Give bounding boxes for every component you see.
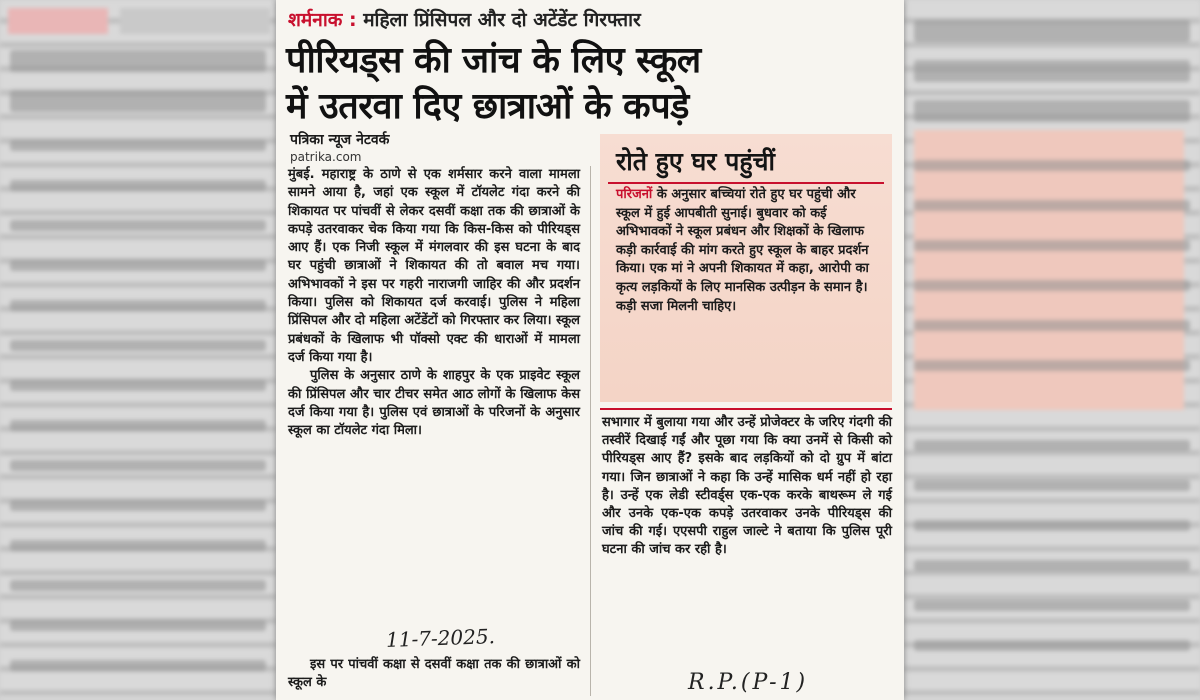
site-url: patrika.com xyxy=(290,150,362,164)
newspaper-clipping xyxy=(276,0,904,700)
sidebar-story-title: रोते हुए घर पहुंचीं xyxy=(616,147,775,176)
headline-line-1: पीरियड्स की जांच के लिए स्कूल xyxy=(286,40,701,81)
kicker-label: शर्मनाक : xyxy=(288,9,357,31)
byline: पत्रिका न्यूज नेटवर्क xyxy=(290,132,390,148)
section-separator xyxy=(600,408,892,410)
kicker-line xyxy=(288,6,892,36)
handwritten-reference: R.P.(P-1) xyxy=(688,670,809,695)
blurred-left-background xyxy=(0,0,276,700)
sidebar-title-rule xyxy=(608,182,884,184)
main-story-para1-text: महाराष्ट्र के ठाणे से एक शर्मसार करने वाला मामला सामने आया है, जहां एक स्कूल में टॉयलेट गंदा करने की शिकायत पर पांचवीं से लेकर दसवीं कक्षा तक की छात्राओं के कपड़े उतरवाकर चेक किया गया कि किस-किस को पीरियड्स आए हैं। एक निजी स्कूल में मंगलवार की इस घटना के बाद घर पहुंची छात्राओं ने शिकायत की तो बवाल मच गया। अभिभावकों ने इस पर गहरी नाराजगी जाहिर की और प्रदर्शन किया। पुलिस को शिकायत दर्ज करवाई। पुलिस ने महिला प्रिंसिपल और दो महिला अटेंडेंटों को गिरफ्तार कर लिया। स्कूल प्रबंधकों के खिलाफ भी पॉक्सो एक्ट की धाराओं में मामला दर्ज किया गया है। xyxy=(288,167,580,365)
column-divider xyxy=(590,166,591,696)
blurred-right-background xyxy=(904,0,1200,700)
main-story-column xyxy=(288,166,580,440)
handwritten-date: 11-7-2025. xyxy=(385,624,496,652)
sidebar-story-body: के अनुसार बच्चियां रोते हुए घर पहुंची और स्कूल में हुई आपबीती सुनाई। बुधवार को कई अभिभावकों ने स्कूल प्रबंधन और शिक्षकों के खिलाफ कड़ी कार्रवाई की मांग करते हुए स्कूल के बाहर प्रदर्शन किया। एक मां ने अपनी शिकायत में कहा, आरोपी का कृत्य लड़कियों के लिए मानसिक उत्पीड़न के समान है। कड़ी सजा मिलनी चाहिए। xyxy=(616,187,869,314)
continued-story: सभागार में बुलाया गया और उन्हें प्रोजेक्टर के जरिए गंदगी की तस्वीरें दिखाई गईं और पूछा गया कि क्या उनमें से किसी को पीरियड्स आए हैं? इसके बाद लड़कियों को दो ग्रुप में बांटा गया। जिन छात्राओं ने कहा कि उन्हें मासिक धर्म नहीं हो रहा है। उन्हें एक लेडी स्टीवर्ड्स एक-एक करके बाथरूम ले गई और उनके एक-एक कपड़े उतरवाकर उनके पीरियड्स की जांच की गई। एएसपी राहुल जाल्टे ने बताया कि पुलिस पूरी घटना की जांच कर रही है। xyxy=(602,415,892,558)
main-story-paragraph-1 xyxy=(288,166,580,367)
kicker-text: महिला प्रिंसिपल और दो अटेंडेंट गिरफ्तार xyxy=(363,9,641,31)
main-story-paragraph-2: पुलिस के अनुसार ठाणे के शाहपुर के एक प्राइवेट स्कूल की प्रिंसिपल और चार टीचर समेत आठ लोगों के खिलाफ केस दर्ज किया गया है। पुलिस एवं छात्राओं के परिजनों के अनुसार स्कूल का टॉयलेट गंदा मिला। xyxy=(288,368,580,439)
headline xyxy=(286,38,894,130)
dateline: मुंबई. xyxy=(288,167,315,182)
headline-line-2: में उतरवा दिए छात्राओं के कपड़े xyxy=(286,86,689,127)
sidebar-story-text xyxy=(616,186,884,316)
sidebar-story-box xyxy=(600,134,892,402)
sidebar-story-lead: परिजनों xyxy=(616,187,653,202)
main-story-paragraph-3 xyxy=(288,656,580,693)
main-story-para3-text: इस पर पांचवीं कक्षा से दसवीं कक्षा तक की छात्राओं को स्कूल के xyxy=(288,657,580,691)
